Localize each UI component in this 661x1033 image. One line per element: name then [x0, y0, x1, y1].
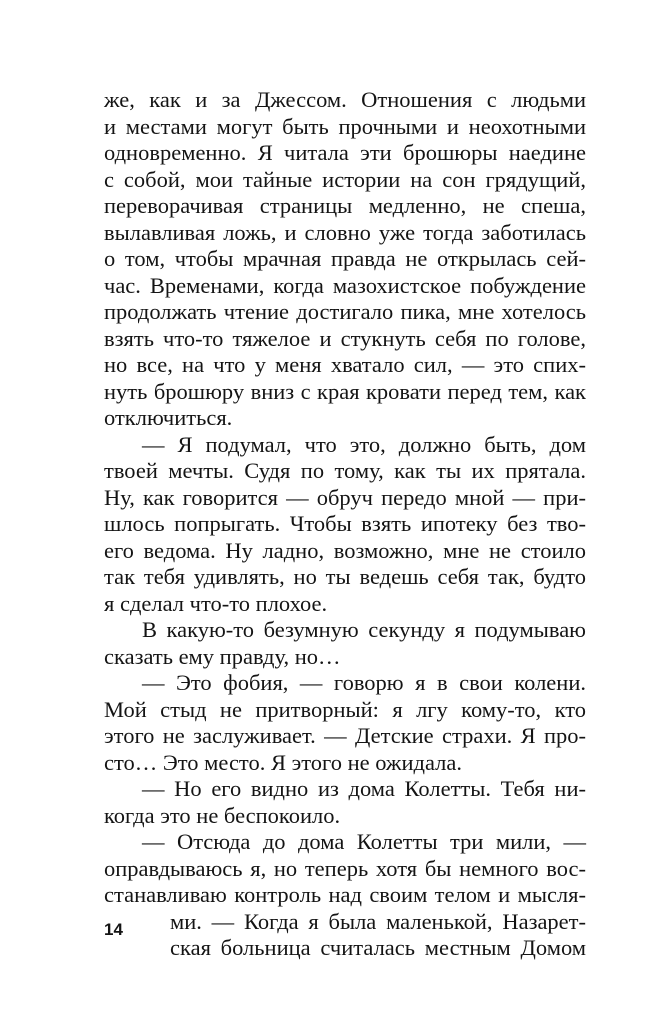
text-line: час. Временами, когда мазохистское побуждение — [104, 272, 586, 298]
text-line: сказать ему правду, но… — [104, 643, 341, 669]
text-line: станавливаю контроль над своим телом и мысля- — [104, 882, 586, 907]
text-line: — Я подумал, что это, должно быть, дом — [142, 431, 586, 457]
text-line: но все, на что у меня хватало сил, — это спих- — [104, 352, 586, 377]
text-line: я сделал что-то плохое. — [104, 590, 328, 616]
text-line: — Но его видно из дома Колетты. Тебя ни- — [142, 776, 586, 801]
text-line: отключиться. — [104, 405, 233, 430]
text-line: твоей мечты. Судя по тому, как ты их прятала. — [104, 458, 586, 483]
text-line: переворачивая страницы медленно, не спеша, — [104, 193, 586, 218]
text-line: продолжать чтение достигало пика, мне хотелось — [104, 299, 586, 324]
text-line: — Отсюда до дома Колетты три мили, — — [142, 829, 586, 854]
text-line: так тебя удивлять, но ты ведешь себя так, будто — [104, 564, 586, 589]
text-line: сто… Это место. Я этого не ожидала. — [104, 749, 462, 775]
text-line: Мой стыд не притворный: я лгу кому-то, кто — [104, 696, 586, 722]
page-number: 14 — [104, 920, 123, 939]
text-line: — Это фобия, — говорю я в свои колени. — [142, 670, 586, 695]
text-line: нуть брошюру вниз с края кровати перед тем, как — [104, 378, 586, 404]
text-line: этого не заслуживает. — Детские страхи. Я про- — [104, 723, 586, 748]
text-line: и местами могут быть прочными и неохотными — [104, 113, 586, 139]
text-line: шлось попрыгать. Чтобы взять ипотеку без тво- — [104, 511, 586, 536]
text-line: взять что-то тяжелое и стукнуть себя по голове, — [104, 325, 586, 351]
text-line: ская больница считалась местным Домом — [170, 935, 586, 960]
text-line: ми. — Когда я была маленькой, Назарет- — [170, 908, 586, 934]
text-line: с собой, мои тайные истории на сон грядущий, — [104, 166, 586, 192]
text-line: его ведома. Ну ладно, возможно, мне не стоило — [104, 537, 586, 563]
text-line: же, как и за Джессом. Отношения с людьми — [104, 87, 586, 112]
text-line: В какую-то безумную секунду я подумываю — [142, 617, 586, 642]
text-line: оправдываюсь я, но теперь хотя бы немного вос- — [104, 855, 586, 881]
text-line: вылавливая ложь, и словно уже тогда заботилась — [104, 219, 586, 245]
text-line: Ну, как говорится — обруч передо мной — при- — [104, 484, 586, 510]
text-line: о том, чтобы мрачная правда не открылась сей- — [104, 246, 586, 271]
text-line: когда это не беспокоило. — [104, 802, 341, 828]
text-line: одновременно. Я читала эти брошюры наедине — [104, 140, 586, 165]
